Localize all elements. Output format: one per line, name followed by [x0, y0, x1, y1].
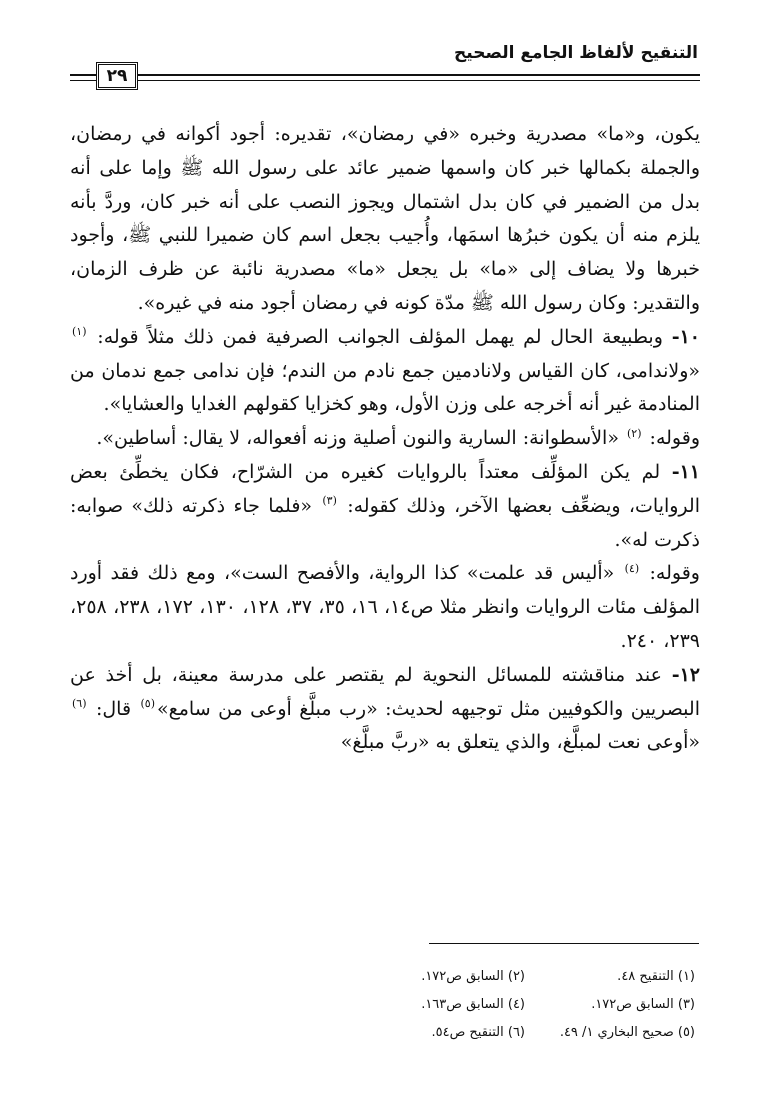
item-text: وقوله:	[643, 427, 700, 450]
item-11	[70, 456, 700, 557]
item-text: «أليس قد علمت» كذا الرواية، والأفصح الست»، ومع ذلك فقد أورد المؤلف مئات الروايات وانظر مثلا ص١٤، ١٦، ٣٥، ٣٧، ١٢٨، ١٣٠، ١٧٢، ٢٣٨، ٢٥٨، ٢٣٩، ٢٤٠.	[70, 562, 701, 652]
footnotes	[295, 963, 695, 1047]
footnote-divider	[429, 943, 699, 944]
footnote: (١) التنقيح ٤٨.	[617, 969, 695, 984]
footnote: (٦) التنقيح ص٥٤.	[431, 1025, 525, 1040]
item-number: ١٠-	[671, 325, 700, 348]
item-10-continued	[70, 422, 700, 456]
footnote-ref: (٥)	[140, 697, 156, 711]
item-text: «فلما جاء ذكرته ذلك» صوابه: ذكرت له».	[70, 494, 700, 551]
footnote: (٤) السابق ص١٦٣.	[421, 997, 525, 1012]
item-text: وقوله:	[641, 562, 700, 585]
footnote-row	[295, 1019, 695, 1047]
item-text: وبطبيعة الحال لم يهمل المؤلف الجوانب الصرفية فمن ذلك مثلاً قوله:	[88, 325, 672, 348]
item-text: لم يكن المؤلِّف معتداً بالروايات كغيره من الشرّاح، فكان يخطِّئ بعض الروايات، ويضعِّف بعضها الآخر، وذلك كقوله:	[70, 460, 700, 517]
footnote-ref: (٢)	[626, 426, 642, 440]
item-text: عند مناقشته للمسائل النحوية لم يقتصر على مدرسة معينة، بل أخذ عن البصريين والكوفيين مثل توجيهه لحديث: «رب مبلَّغ أوعى من سامع»	[70, 663, 700, 720]
item-text: «ولاندامى، كان القياس ولانادمين جمع نادم من الندم؛ فإن ندامى جمع ندمان من المنادمة غير أنه أخرجه على وزن الأول، وهو كخزايا كقولهم الغدايا والعشايا».	[70, 359, 700, 416]
footnote-row	[295, 963, 695, 991]
footnote-ref: (٣)	[322, 494, 337, 508]
item-12	[70, 659, 700, 760]
footnote-ref: (١)	[72, 325, 87, 339]
header-rule-left	[70, 74, 94, 76]
page-body	[70, 118, 700, 760]
item-number: ١١-	[671, 460, 700, 483]
footnote-row	[295, 991, 695, 1019]
header-rule-thin	[70, 80, 700, 81]
page-number: ٢٩	[96, 62, 138, 90]
footnote: (٥) صحيح البخاري ١/ ٤٩.	[559, 1025, 695, 1040]
running-title: التنقيح لألفاظ الجامع الصحيح	[454, 43, 698, 63]
page-header	[70, 40, 700, 96]
paragraph-continuation: يكون، و«ما» مصدرية وخبره «في رمضان»، تقديره: أجود أكوانه في رمضان، والجملة بكمالها خبر كان واسمها ضمير عائد على رسول الله ﷺ وإما على أنه بدل من الضمير في كان بدل اشتمال ويجوز النصب على أنه خبر كان، وردَّ بأنه يلزم منه أن يكون خبرُها اسمَها، وأُجيب بجعل اسم كان ضميرا للنبي ﷺ، وأجود خبرها ولا يضاف إلى «ما» بل يجعل «ما» مصدرية نائبة عن ظرف الزمان، والتقدير: وكان رسول الله ﷺ مدّة كونه في رمضان أجود منه في غيره».	[70, 123, 700, 314]
header-rule	[70, 74, 700, 76]
item-10	[70, 321, 700, 422]
item-number: ١٢-	[671, 663, 700, 686]
footnote-ref: (٤)	[624, 562, 640, 576]
item-text: «أوعى نعت لمبلَّغ، والذي يتعلق به «ربَّ مبلَّغ»	[340, 731, 700, 754]
item-text: قال:	[88, 697, 139, 720]
footnote: (٢) السابق ص١٧٢.	[421, 969, 525, 984]
footnote-ref: (٦)	[72, 697, 87, 711]
item-11-continued	[70, 557, 700, 658]
footnote: (٣) السابق ص١٧٢.	[591, 997, 695, 1012]
item-text: «الأسطوانة: السارية والنون أصلية وزنه أفعواله، لا يقال: أساطين».	[96, 427, 625, 450]
